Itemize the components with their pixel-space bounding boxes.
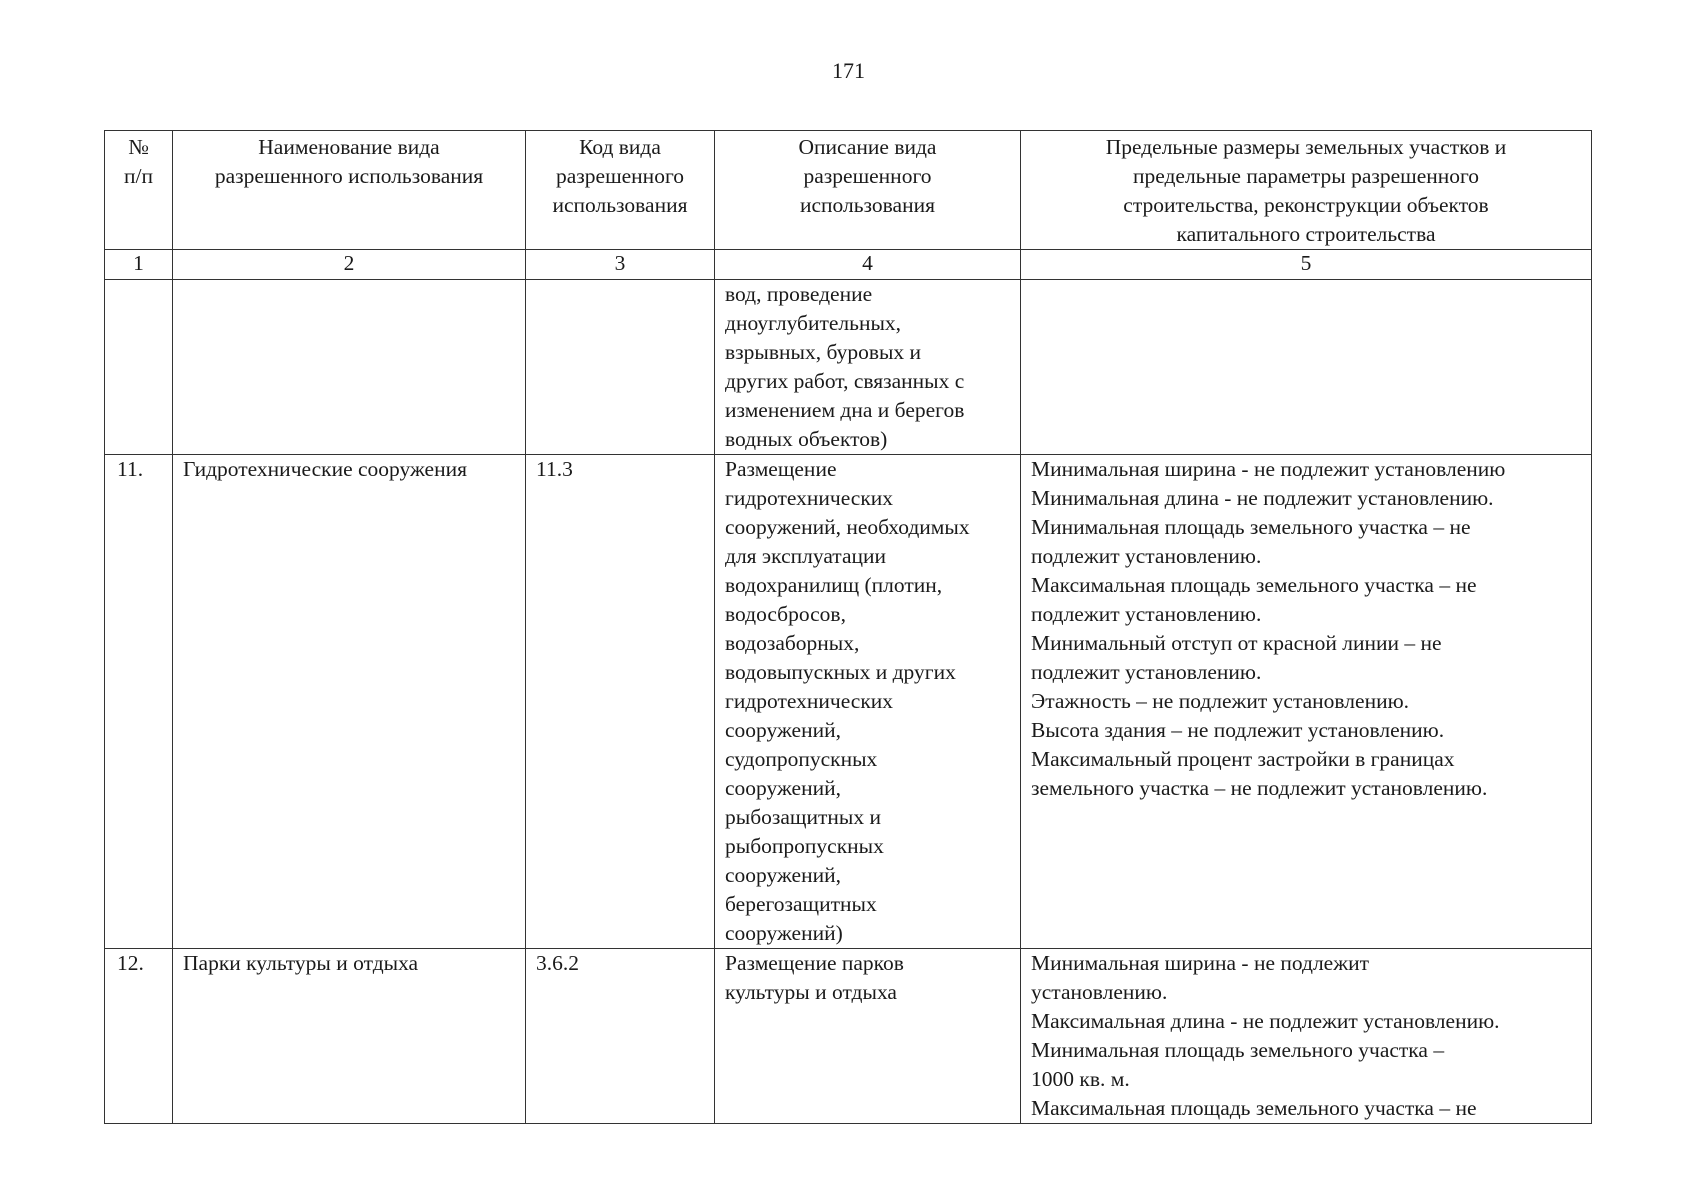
column-number: 2	[173, 250, 526, 280]
column-number: 3	[526, 250, 715, 280]
use-name-cell: Парки культуры и отдыха	[173, 949, 526, 1124]
description-line: судопропускных	[725, 747, 878, 771]
header-use-code	[526, 131, 715, 250]
use-name-cell: Гидротехнические сооружения	[173, 455, 526, 949]
use-description-cell	[715, 280, 1021, 455]
description-line: рыбозащитных и	[725, 805, 881, 829]
table-row	[105, 280, 1592, 455]
limit-line: Минимальная длина - не подлежит установлению.	[1031, 486, 1494, 510]
limit-line: Максимальная длина - не подлежит установлению.	[1031, 1009, 1500, 1033]
table-row	[105, 949, 1592, 1124]
limit-line: Минимальная площадь земельного участка – не	[1031, 515, 1471, 539]
limit-line: Минимальная площадь земельного участка –	[1031, 1038, 1445, 1062]
header-limits	[1021, 131, 1592, 250]
header-line: строительства, реконструкции объектов	[1123, 193, 1489, 217]
description-line: Размещение	[725, 457, 837, 481]
limits-cell	[1021, 949, 1592, 1124]
header-line: предельные параметры разрешенного	[1132, 164, 1480, 188]
row-number-cell: 12.	[105, 949, 173, 1124]
table-header-row	[105, 131, 1592, 250]
description-line: гидротехнических	[725, 486, 894, 510]
use-code-cell	[526, 280, 715, 455]
description-line: дноуглубительных,	[725, 311, 902, 335]
description-line: берегозащитных	[725, 892, 877, 916]
limit-line: земельного участка – не подлежит установлению.	[1031, 776, 1488, 800]
description-line: сооружений,	[725, 718, 841, 742]
limit-line: подлежит установлению.	[1031, 660, 1262, 684]
limit-line: установлению.	[1031, 980, 1168, 1004]
description-line: культуры и отдыха	[725, 980, 897, 1004]
description-line: для эксплуатации	[725, 544, 887, 568]
limit-line: Минимальная ширина - не подлежит	[1031, 951, 1369, 975]
limit-line: Минимальный отступ от красной линии – не	[1031, 631, 1442, 655]
limit-line: подлежит установлению.	[1031, 602, 1262, 626]
description-line: взрывных, буровых и	[725, 340, 922, 364]
header-line: разрешенного	[803, 164, 932, 188]
description-line: водозаборных,	[725, 631, 860, 655]
row-number-cell: 11.	[105, 455, 173, 949]
use-code-cell: 11.3	[526, 455, 715, 949]
limit-line: Высота здания – не подлежит установлению.	[1031, 718, 1445, 742]
column-number: 4	[715, 250, 1021, 280]
description-line: гидротехнических	[725, 689, 894, 713]
land-use-table	[104, 130, 1592, 1124]
description-line: водосбросов,	[725, 602, 846, 626]
header-line: №	[128, 135, 149, 159]
limit-line: Максимальный процент застройки в границах	[1031, 747, 1455, 771]
limits-cell	[1021, 455, 1592, 949]
limit-line: Минимальная ширина - не подлежит установлению	[1031, 457, 1506, 481]
description-line: изменением дна и берегов	[725, 398, 965, 422]
header-line: разрешенного использования	[214, 164, 484, 188]
description-line: сооружений, необходимых	[725, 515, 970, 539]
header-line: Наименование вида	[258, 135, 440, 159]
description-line: сооружений,	[725, 776, 841, 800]
header-use-description	[715, 131, 1021, 250]
description-line: других работ, связанных с	[725, 369, 965, 393]
header-line: использования	[800, 193, 935, 217]
limit-line: Максимальная площадь земельного участка – не	[1031, 573, 1477, 597]
use-name-cell	[173, 280, 526, 455]
limit-line: Этажность – не подлежит установлению.	[1031, 689, 1410, 713]
header-line: Предельные размеры земельных участков и	[1105, 135, 1507, 159]
limit-line: подлежит установлению.	[1031, 544, 1262, 568]
description-line: водовыпускных и других	[725, 660, 956, 684]
table-body	[105, 280, 1592, 1124]
header-line: Код вида	[579, 135, 661, 159]
use-code-cell: 3.6.2	[526, 949, 715, 1124]
column-number-row	[105, 250, 1592, 280]
description-line: сооружений,	[725, 863, 841, 887]
table-row	[105, 455, 1592, 949]
limits-cell	[1021, 280, 1592, 455]
column-number: 5	[1021, 250, 1592, 280]
limit-line: 1000 кв. м.	[1031, 1067, 1130, 1091]
description-line: сооружений)	[725, 921, 843, 945]
header-line: использования	[552, 193, 688, 217]
description-line: вод, проведение	[725, 282, 873, 306]
page-number: 171	[832, 58, 865, 83]
column-number: 1	[105, 250, 173, 280]
use-description-cell	[715, 455, 1021, 949]
description-line: рыбопропускных	[725, 834, 884, 858]
description-line: водохранилищ (плотин,	[725, 573, 943, 597]
header-use-name	[173, 131, 526, 250]
header-line: разрешенного	[556, 164, 684, 188]
description-line: водных объектов)	[725, 427, 888, 451]
header-line: капитального строительства	[1176, 222, 1436, 246]
use-description-cell	[715, 949, 1021, 1124]
row-number-cell	[105, 280, 173, 455]
limit-line: Максимальная площадь земельного участка – не	[1031, 1096, 1477, 1120]
description-line: Размещение парков	[725, 951, 904, 975]
header-number	[105, 131, 173, 250]
header-line: Описание вида	[798, 135, 937, 159]
header-line: п/п	[124, 164, 153, 188]
